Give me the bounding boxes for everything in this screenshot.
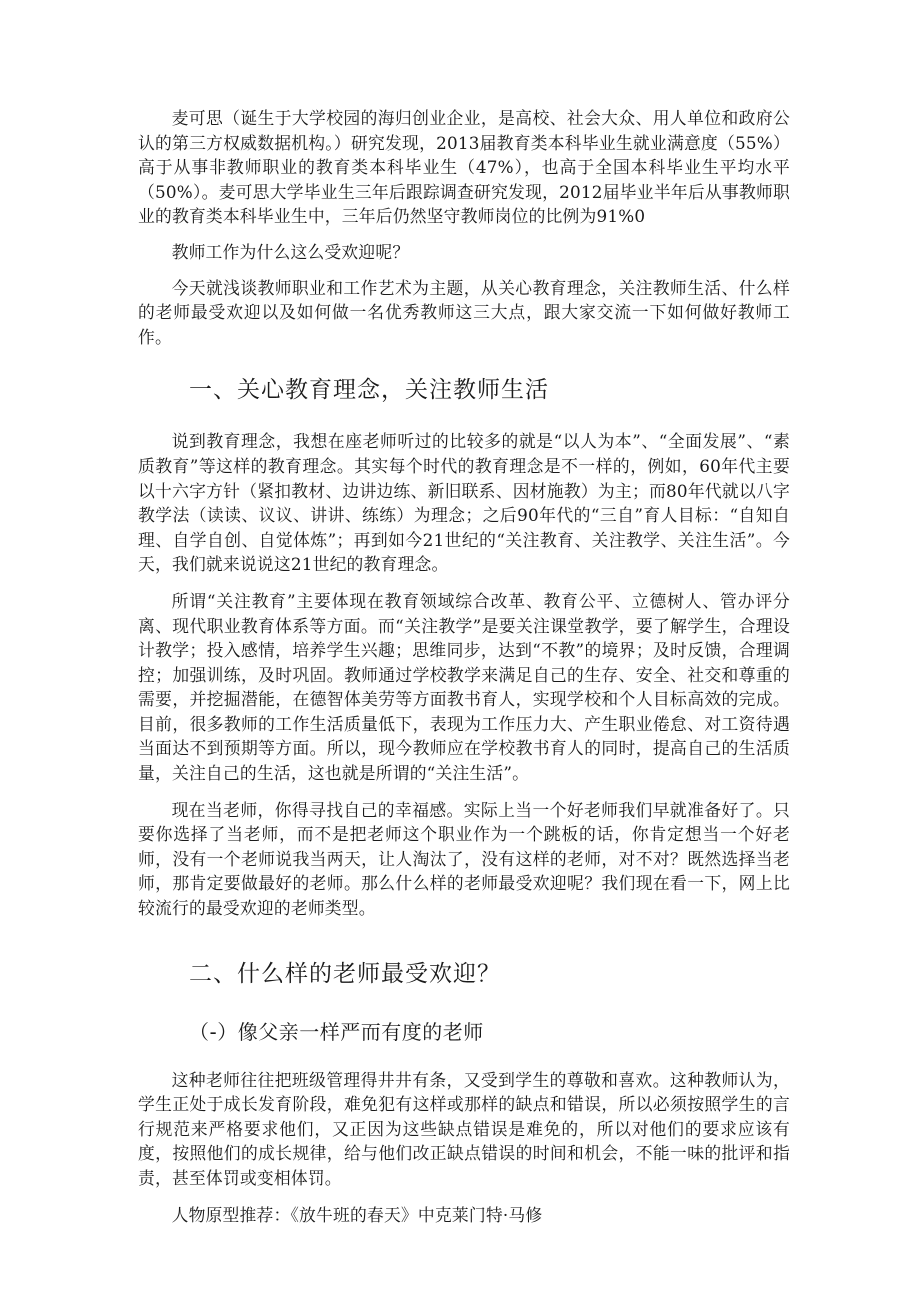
section-1-paragraph-happiness: 现在当老师，你得寻找自己的幸福感。实际上当一个好老师我们早就准备好了。只要你选择了当老师，而不是把老师这个职业作为一个跳板的话，你肯定想当一个好老师，没有一个老师说我当两天，让人淘汰了，没有这样的老师，对不对？既然选择当老师，那肯定要做最好的老师。那么什么样的老师最受欢迎呢？我们现在看一下，网上比较流行的最受欢迎的老师类型。: [138, 799, 790, 919]
section-2-paragraph-strict-teacher: 这种老师往往把班级管理得井井有条，又受到学生的尊敬和喜欢。这种教师认为，学生正处于成长发育阶段，难免犯有这样或那样的缺点和错误，所以必须按照学生的言行规范来严格要求他们，又正因为这些缺点错误是难免的，所以对他们的要求应该有度，按照他们的成长规律，给与他们改正缺点错误的时间和机会，不能一味的批评和指责，甚至体罚或变相体罚。: [138, 1069, 790, 1188]
section-2-paragraph-prototype: 人物原型推荐：《放牛班的春天》中克莱门特·马修: [171, 1204, 543, 1225]
section-2-subheading: （-）像父亲一样严而有度的老师: [189, 1019, 484, 1044]
section-1-heading: 一、关心教育理念，关注教师生活: [189, 377, 549, 404]
intro-paragraph-survey: 麦可思（诞生于大学校园的海归创业企业，是高校、社会大众、用人单位和政府公认的第三方权威数据机构。）研究发现，2013届教育类本科毕业生就业满意度（55%）高于从事非教师职业的教育类本科毕业生（47%），也高于全国本科毕业生平均水平（50%）。麦可思大学毕业生三年后跟踪调查研究发现，2012届毕业半年后从事教师职业的教育类本科毕业生中，三年后仍然坚守教师岗位的比例为91%0: [138, 108, 790, 227]
document-page: [138, 106, 790, 1227]
section-1-paragraph-concepts: 说到教育理念，我想在座老师听过的比较多的就是“以人为本”、“全面发展”、“素质教育”等这样的教育理念。其实每个时代的教育理念是不一样的，例如，60年代主要以十六字方针（紧扣教材、边讲边练、新旧联系、因材施教）为主；而80年代就以八字教学法（读读、议议、讲讲、练练）为理念；之后90年代的“三自”育人目标：“自知自理、自学自创、自觉体炼”；再到如今21世纪的“关注教育、关注教学、关注生活”。今天，我们就来说说这21世纪的教育理念。: [138, 431, 790, 575]
intro-paragraph-question: 教师工作为什么这么受欢迎呢？: [171, 241, 410, 262]
section-1-paragraph-focus: 所谓“关注教育”主要体现在教育领域综合改革、教育公平、立德树人、管办评分离、现代职业教育体系等方面。而“关注教学”是要关注课堂教学，要了解学生，合理设计教学；投入感情，培养学生兴趣；思维同步，达到“不教”的境界；及时反馈，合理调控；加强训练，及时巩固。教师通过学校教学来满足自己的生存、安全、社交和尊重的需要，并挖掘潜能，在德智体美劳等方面教书育人，实现学校和个人目标高效的完成。目前，很多教师的工作生活质量低下，表现为工作压力大、产生职业倦怠、对工资待遇当面达不到预期等方面。所以，现今教师应在学校教书育人的同时，提高自己的生活质量，关注自己的生活，这也就是所谓的“关注生活”。: [138, 590, 790, 784]
intro-paragraph-topic: 今天就浅谈教师职业和工作艺术为主题，从关心教育理念，关注教师生活、什么样的老师最受欢迎以及如何做一名优秀教师这三大点，跟大家交流一下如何做好教师工作。: [138, 277, 790, 347]
section-2-heading: 二、什么样的老师最受欢迎？: [189, 960, 501, 987]
